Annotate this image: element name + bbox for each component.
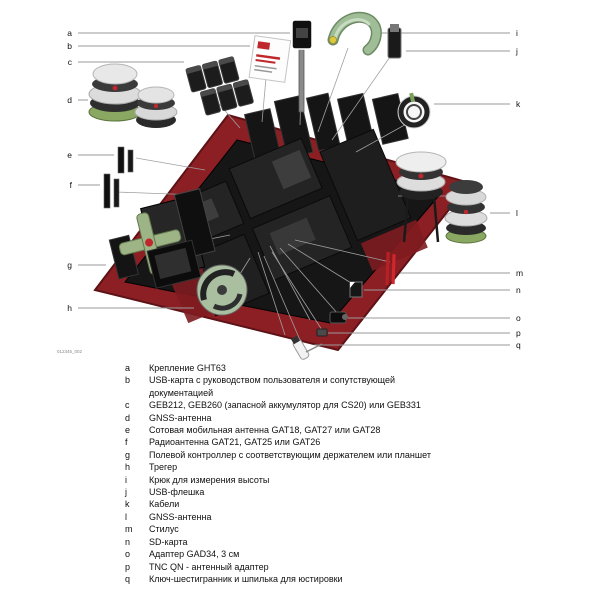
legend-key: b (125, 375, 131, 386)
legend-text: Радиоантенна GAT21, GAT25 или GAT26 (149, 437, 321, 448)
legend-text: Адаптер GAD34, 3 см (149, 549, 240, 560)
legend-row-p (0, 561, 600, 573)
legend-key: c (125, 400, 130, 411)
legend-row-g (0, 449, 600, 461)
callout-letter-p: p (516, 328, 521, 338)
gad34-adapter (330, 312, 348, 323)
legend-key: j (125, 487, 127, 498)
callout-letter-i: i (516, 28, 518, 38)
legend-key: q (125, 573, 131, 584)
cable-coil (398, 93, 430, 128)
legend-key: p (125, 561, 131, 572)
legend-text: GEB212, GEB260 (запасной аккумулятор для CS20) или GEB331 (149, 400, 421, 411)
callout-letter-b: b (67, 41, 72, 51)
legend-text: Стилус (149, 524, 179, 535)
legend-row-d (0, 412, 600, 424)
legend-key: l (125, 511, 127, 522)
callout-letter-c: c (67, 57, 72, 67)
callout-letter-d: d (67, 95, 72, 105)
callout-letter-m: m (516, 268, 524, 278)
legend (0, 362, 600, 585)
callout-letter-q: q (516, 340, 521, 350)
legend-text: USB-флешка (149, 487, 205, 498)
legend-key: m (125, 524, 133, 535)
legend-row-b (0, 374, 600, 399)
legend-text: Трегер (149, 462, 178, 473)
legend-key: e (125, 425, 131, 436)
usb-doc-card (249, 36, 290, 83)
legend-key: i (125, 474, 127, 485)
legend-key: n (125, 536, 131, 547)
callout-letter-k: k (516, 99, 521, 109)
legend-row-l (0, 511, 600, 523)
callout-letter-a: a (67, 28, 72, 38)
legend-row-f (0, 436, 600, 448)
legend-key: d (125, 412, 131, 423)
gnss-antenna-right-2 (445, 180, 487, 243)
legend-row-h (0, 461, 600, 473)
legend-key: a (125, 363, 131, 373)
legend-text: Кабели (149, 499, 180, 510)
tnc-adapter (317, 329, 327, 336)
legend-row-j (0, 486, 600, 498)
legend-text: GNSS-антенна (149, 412, 212, 423)
legend-key: h (125, 462, 131, 473)
legend-row-k (0, 498, 600, 510)
legend-row-i (0, 474, 600, 486)
legend-text: TNC QN - антенный адаптер (149, 561, 269, 572)
legend-row-q (0, 573, 600, 585)
battery-pack (186, 54, 254, 117)
legend-text: Крепление GHT63 (149, 363, 226, 373)
callout-letter-n: n (516, 285, 521, 295)
legend-key: k (125, 499, 130, 510)
figure-id: 012345_002 (57, 349, 83, 354)
legend-row-o (0, 548, 600, 560)
callout-letter-o: o (516, 313, 521, 323)
cell-antenna (118, 147, 133, 173)
callout-letter-j: j (516, 46, 518, 56)
legend-row-c (0, 399, 600, 411)
legend-text: Ключ-шестигранник и шпилька для юстировки (149, 573, 343, 584)
callout-letter-e: e (67, 150, 72, 160)
legend-text: Полевой контроллер с соответствующим держателем или планшет (149, 449, 431, 460)
legend-key: g (125, 449, 131, 460)
legend-text: USB-карта с руководством пользователя и сопутствующей документацией (149, 375, 395, 398)
legend-row-n (0, 536, 600, 548)
legend-text: Сотовая мобильная антенна GAT18, GAT27 или GAT28 (149, 425, 381, 436)
tribrach (197, 265, 247, 315)
gnss-antenna-left-2 (135, 87, 177, 128)
legend-text: Крюк для измерения высоты (149, 474, 270, 485)
sd-card (350, 282, 362, 297)
callout-letter-h: h (67, 303, 72, 313)
legend-row-a (0, 362, 600, 374)
callout-letter-f: f (69, 180, 72, 190)
legend-row-m (0, 523, 600, 535)
legend-row-e (0, 424, 600, 436)
legend-text: GNSS-антенна (149, 511, 212, 522)
height-hook (330, 17, 377, 50)
callout-letter-l: l (516, 208, 518, 218)
legend-key: o (125, 549, 131, 560)
legend-key: f (125, 437, 128, 448)
usb-stick (388, 24, 401, 58)
radio-antenna (104, 174, 119, 208)
legend-text: SD-карта (149, 536, 188, 547)
gnss-antenna-left (89, 64, 141, 121)
callout-letter-g: g (67, 260, 72, 270)
